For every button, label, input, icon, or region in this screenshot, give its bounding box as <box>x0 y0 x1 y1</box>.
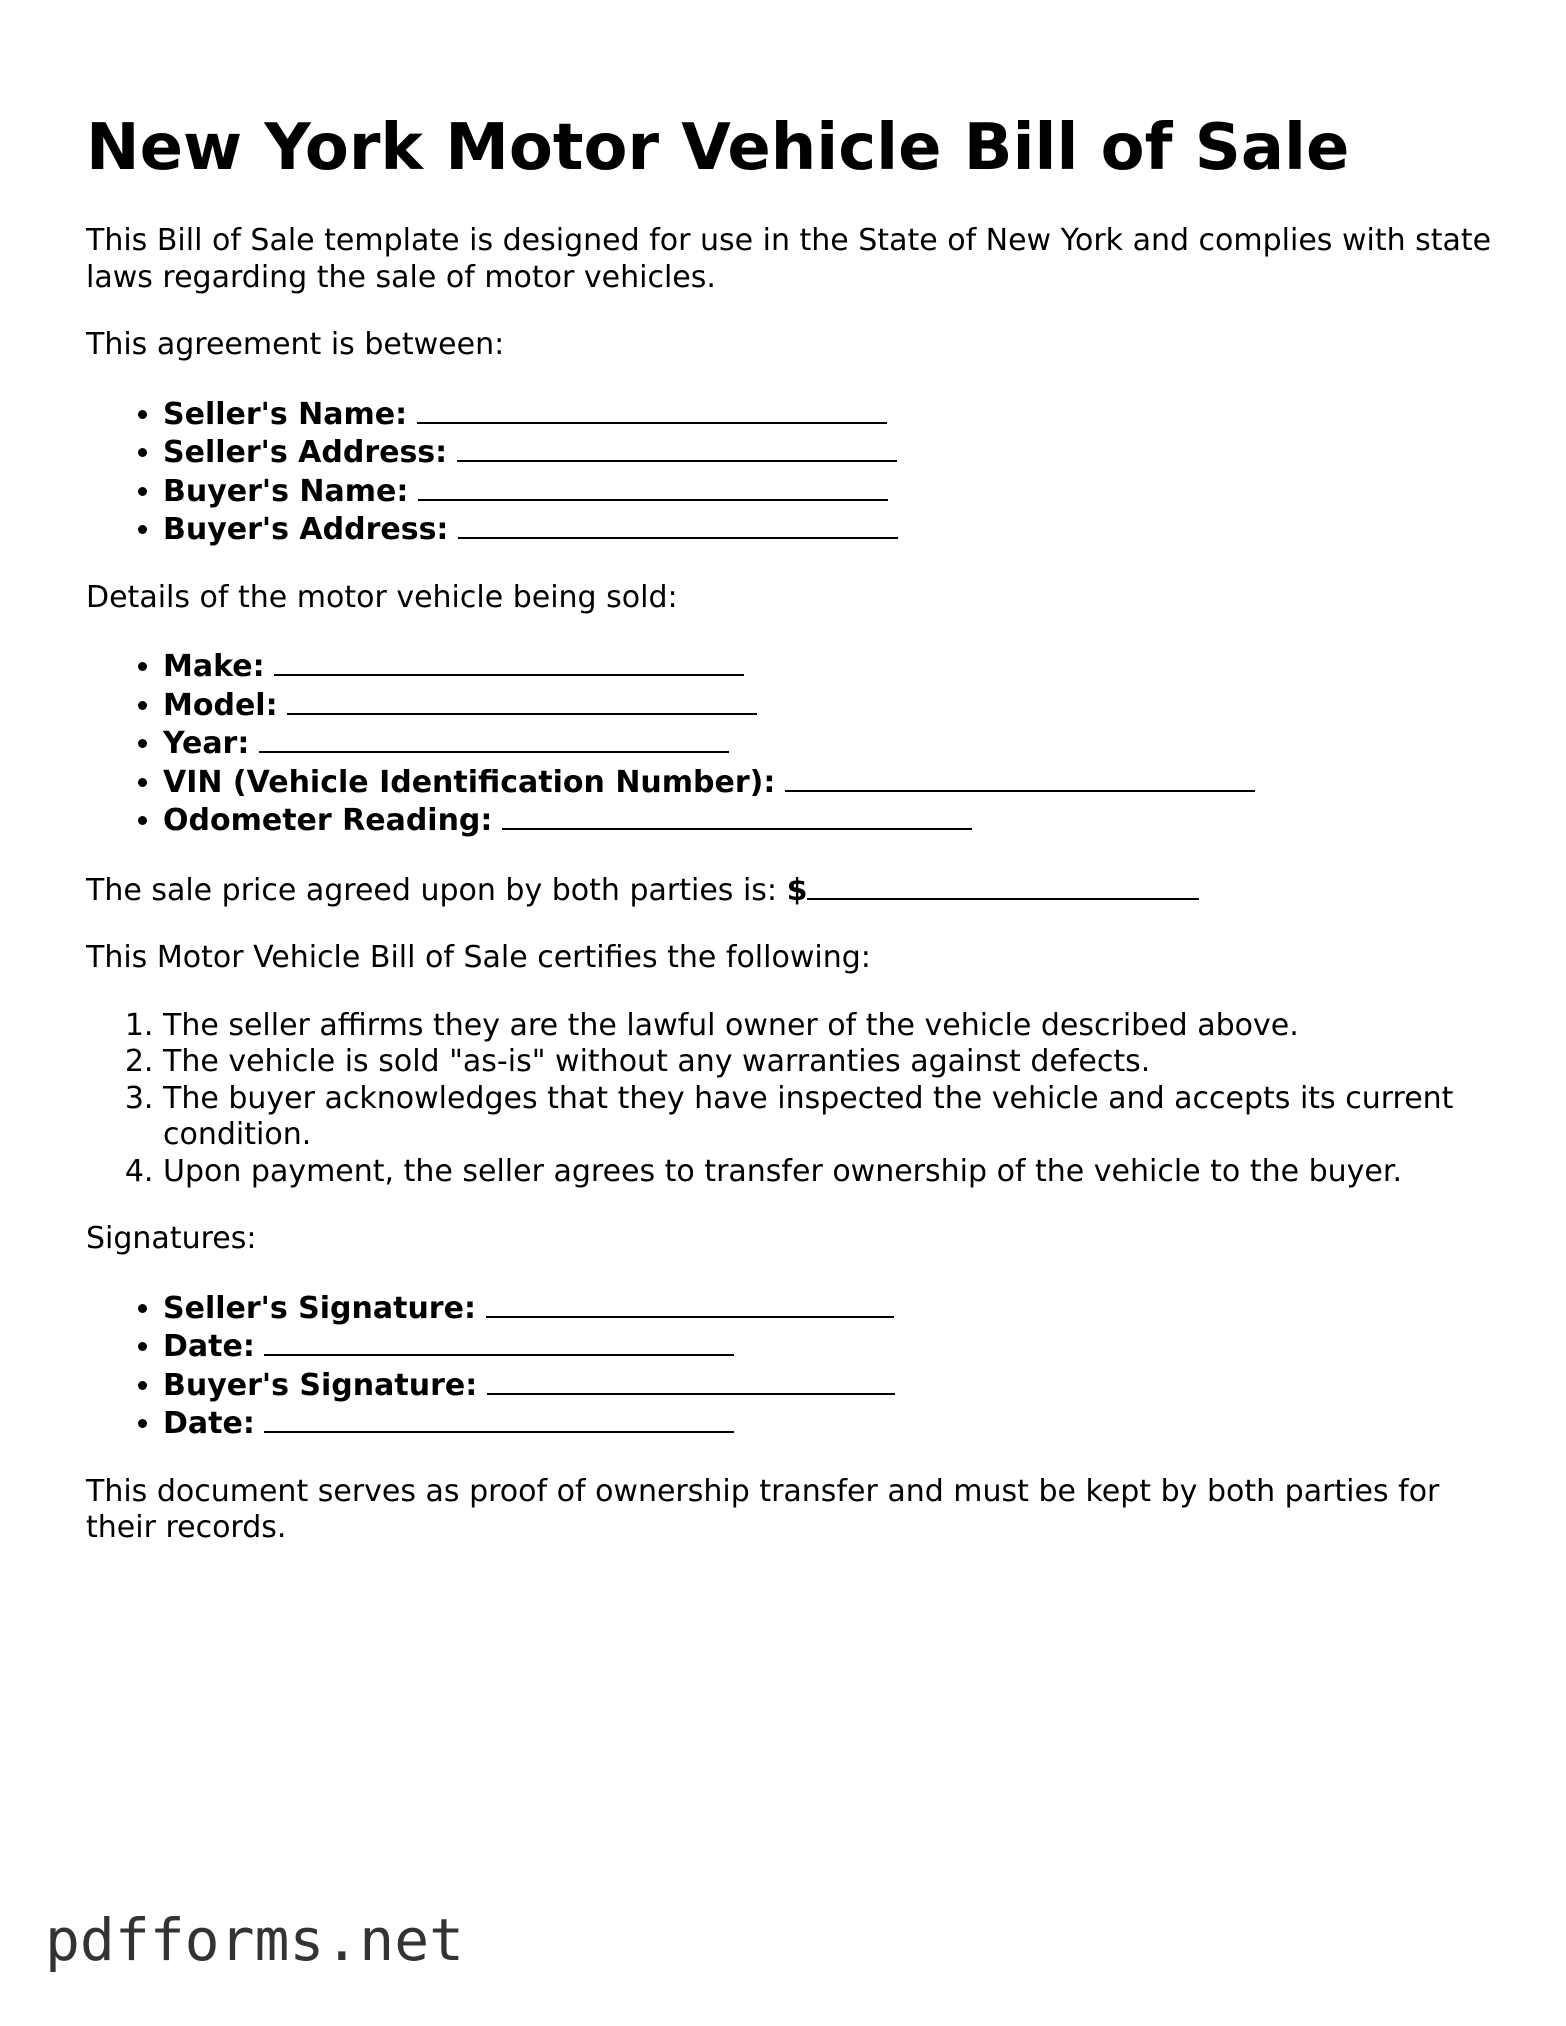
signature-item-seller-date <box>163 1327 1496 1366</box>
vehicle-item-odometer <box>163 801 1496 840</box>
odometer-field[interactable] <box>502 801 972 830</box>
site-watermark: pdfforms.net <box>45 1906 465 1974</box>
signatures-heading: Signatures: <box>86 1221 257 1256</box>
make-field[interactable] <box>274 647 744 676</box>
vehicle-item-make <box>163 647 1496 686</box>
document-title: New York Motor Vehicle Bill of Sale <box>86 111 1350 185</box>
party-item-buyer-name <box>163 472 1496 511</box>
vehicle-list <box>86 647 1496 840</box>
vehicle-item-model <box>163 686 1496 725</box>
signature-item-buyer-date <box>163 1404 1496 1443</box>
price-line <box>86 871 1496 910</box>
vehicle-heading: Details of the motor vehicle being sold: <box>86 579 678 615</box>
certification-item: 3. The buyer acknowledges that they have inspected the vehicle and accepts its current condition. <box>163 1081 1496 1154</box>
buyer-signature-field[interactable] <box>487 1366 895 1395</box>
document-body <box>86 223 1496 1578</box>
seller-signature-field[interactable] <box>486 1289 894 1318</box>
certifications-list <box>86 1008 1496 1191</box>
field-label: Buyer's Address: <box>163 512 449 547</box>
price-text: The sale price agreed upon by both parties is: <box>86 872 778 908</box>
field-label: Buyer's Name: <box>163 473 409 509</box>
seller-date-field[interactable] <box>264 1327 734 1356</box>
parties-list <box>86 395 1496 549</box>
signatures-list <box>86 1289 1496 1443</box>
field-label: Date: <box>163 1406 255 1441</box>
certifies-heading: This Motor Vehicle Bill of Sale certifies the following: <box>86 940 871 975</box>
buyer-address-field[interactable] <box>458 510 898 539</box>
certification-item: 1. The seller affirms they are the lawful owner of the vehicle described above. <box>163 1008 1496 1045</box>
buyer-name-field[interactable] <box>418 472 888 501</box>
seller-address-field[interactable] <box>457 433 897 462</box>
field-label: Date: <box>163 1329 255 1364</box>
intro-paragraph: This Bill of Sale template is designed for use in the State of New York and complies with state laws regarding the sale of motor vehicles. <box>86 223 1492 295</box>
party-item-seller-address <box>163 433 1496 472</box>
vehicle-item-year <box>163 724 1496 763</box>
vin-field[interactable] <box>785 763 1255 792</box>
agreement-heading: This agreement is between: <box>86 327 505 362</box>
field-label: Buyer's Signature: <box>163 1367 478 1403</box>
party-item-seller-name <box>163 395 1496 434</box>
field-label: Seller's Name: <box>163 396 408 432</box>
buyer-date-field[interactable] <box>264 1404 734 1433</box>
field-label: VIN (Vehicle Identification Number): <box>163 764 776 800</box>
field-label: Year: <box>163 726 250 761</box>
model-field[interactable] <box>287 686 757 715</box>
party-item-buyer-address <box>163 510 1496 549</box>
closing-paragraph: This document serves as proof of ownership transfer and must be kept by both parties for their records. <box>86 1473 1440 1545</box>
field-label: Make: <box>163 649 265 684</box>
certification-item: 4. Upon payment, the seller agrees to transfer ownership of the vehicle to the buyer. <box>163 1154 1496 1191</box>
field-label: Model: <box>163 687 278 723</box>
certification-item: 2. The vehicle is sold "as-is" without any warranties against defects. <box>163 1044 1496 1081</box>
signature-item-buyer <box>163 1366 1496 1405</box>
vehicle-item-vin <box>163 763 1496 802</box>
price-currency: $ <box>786 872 808 908</box>
field-label: Seller's Address: <box>163 435 448 470</box>
year-field[interactable] <box>259 724 729 753</box>
signature-item-seller <box>163 1289 1496 1328</box>
field-label: Seller's Signature: <box>163 1290 476 1326</box>
field-label: Odometer Reading: <box>163 803 493 838</box>
seller-name-field[interactable] <box>417 395 887 424</box>
price-field[interactable] <box>807 871 1199 900</box>
